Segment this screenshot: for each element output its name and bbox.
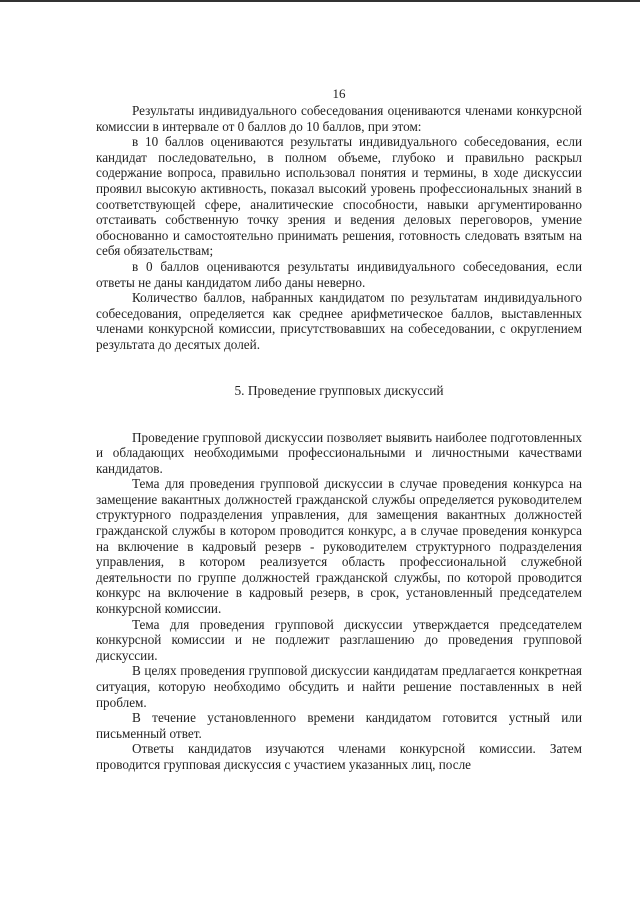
paragraph-discussion-purpose: Проведение групповой дискуссии позволяет выявить наиболее подготовленных и обладающих необходимыми профессиональными и личностными качествами кандидатов. <box>96 429 582 476</box>
section-heading: 5. Проведение групповых дискуссий <box>234 382 444 398</box>
paragraph-discussion-topic: Тема для проведения групповой дискуссии в случае проведения конкурса на замещение вакантных должностей гражданской службы определяется руководителем структурного подразделения управления, для замещения вакантных должностей гражданской службы в котором проводится конкурс, а в случае проведения конкурса на включение в кадровый резерв - руководителем структурного подразделения управления, в котором реализуется область профессиональной служебной деятельности по группе должностей гражданской службы, по которой проводится конкурс на включение в кадровый резерв, в срок, установленный председателем конкурсной комиссии. <box>96 476 582 617</box>
document-page <box>96 86 582 773</box>
scan-top-border <box>0 0 640 2</box>
page-number: 16 <box>332 86 346 101</box>
paragraph-score-calculation: Количество баллов, набранных кандидатом по результатам индивидуального собеседования, определяется как среднее арифметическое баллов, выставленных членами конкурсной комиссии, присутствовавших на собеседовании, с округлением результата до десятых долей. <box>96 290 582 352</box>
paragraph-0-points: в 0 баллов оцениваются результаты индивидуального собеседования, если ответы не даны кандидатом либо даны неверно. <box>96 258 582 290</box>
paragraph-answer-preparation: В течение установленного времени кандидатом готовится устный или письменный ответ. <box>96 710 582 741</box>
paragraph-topic-approval: Тема для проведения групповой дискуссии утверждается председателем конкурсной комиссии и не подлежит разглашению до проведения групповой дискуссии. <box>96 616 582 663</box>
paragraph-situation: В целях проведения групповой дискуссии кандидатам предлагается конкретная ситуация, которую необходимо обсудить и найти решение поставленных в ней проблем. <box>96 663 582 710</box>
paragraph-10-points: в 10 баллов оцениваются результаты индивидуального собеседования, если кандидат последовательно, в полном объеме, глубоко и правильно раскрыл содержание вопроса, правильно использовал понятия и термины, в ходе дискуссии проявил высокую активность, показал высокий уровень профессиональных знаний в соответствующей сфере, аналитические способности, навыки аргументированно отстаивать собственную точку зрения и ведения деловых переговоров, умение обоснованно и самостоятельно принимать решения, готовность следовать взятым на себя обязательствам; <box>96 134 582 259</box>
paragraph-answers-review: Ответы кандидатов изучаются членами конкурсной комиссии. Затем проводится групповая дискуссия с участием указанных лиц, после <box>96 741 582 772</box>
paragraph-scoring-range: Результаты индивидуального собеседования оцениваются членами конкурсной комиссии в интервале от 0 баллов до 10 баллов, при этом: <box>96 103 582 134</box>
